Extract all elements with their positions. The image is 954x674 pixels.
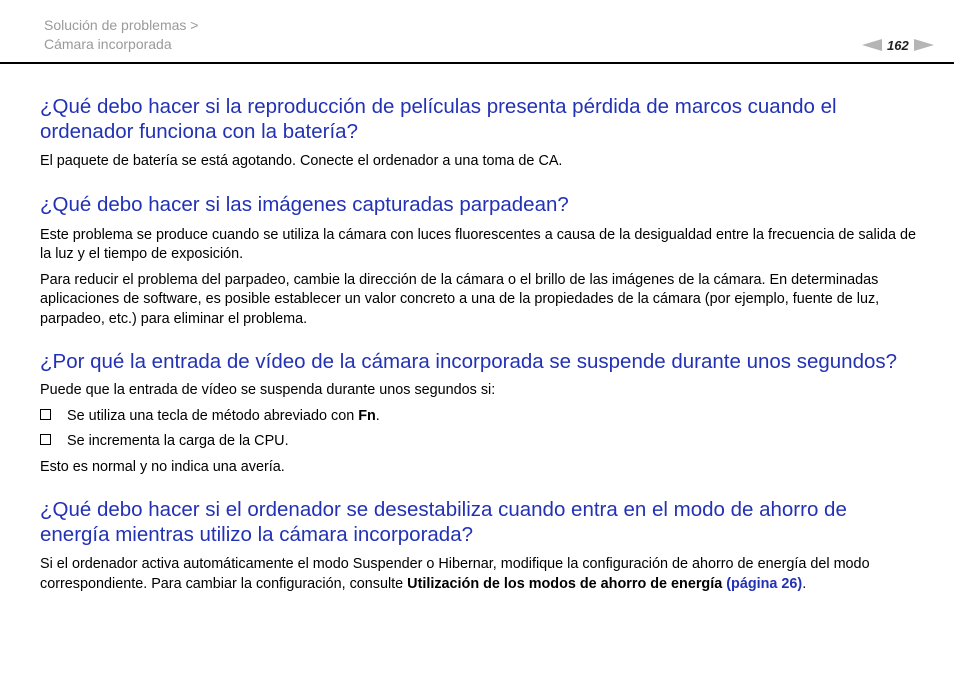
page-reference-link[interactable]: (página 26) [726,575,803,592]
paragraph: Si el ordenador activa automáticamente el modo Suspender o Hibernar, modifique la configuración de ahorro de energía del modo correspondiente. Para cambiar la configuración, consulte Utilización de los modos de ahorro de energía (página 26). [40,556,870,592]
checkbox-bullet-icon [40,434,51,445]
list-item-text: Se utiliza una tecla de método abreviado con Fn. [67,407,380,424]
section-title: ¿Qué debo hacer si la reproducción de películas presenta pérdida de marcos cuando el ordenador funciona con la batería? [40,95,837,143]
previous-page-arrow-icon[interactable] [862,39,882,51]
list-item-text: Se incrementa la carga de la CPU. [67,433,289,449]
paragraph: El paquete de batería se está agotando. Conecte el ordenador a una toma de CA. [40,153,563,169]
breadcrumb [44,16,199,54]
paragraph: Esto es normal y no indica una avería. [40,458,285,475]
next-page-arrow-icon[interactable] [914,39,934,51]
checkbox-bullet-icon [40,409,51,420]
breadcrumb-page[interactable]: Cámara incorporada [44,36,172,52]
list-item [40,432,920,452]
paragraph: Puede que la entrada de vídeo se suspenda durante unos segundos si: [40,382,496,398]
section-title: ¿Qué debo hacer si el ordenador se desestabiliza cuando entra en el modo de ahorro de energía mientras utilizo la cámara incorporada? [40,498,847,546]
breadcrumb-section[interactable]: Solución de problemas > [44,17,199,33]
document-body [40,94,920,594]
page-number: 162 [887,37,909,53]
paragraph: Este problema se produce cuando se utiliza la cámara con luces fluorescentes a causa de la desigualdad entre la frecuencia de salida de la luz y el tiempo de exposición. [40,226,916,262]
list-item [40,407,920,427]
referenced-topic: Utilización de los modos de ahorro de energía [407,575,723,592]
section-title: ¿Por qué la entrada de vídeo de la cámara incorporada se suspende durante unos segundos? [40,350,898,373]
header-divider [0,62,954,64]
paragraph: Para reducir el problema del parpadeo, cambie la dirección de la cámara o el brillo de las imágenes de la cámara. En determinadas aplicaciones de software, es posible establecer un valor concreto a una de la propiedades de la cámara (por ejemplo, fuente de luz, parpadeo, etc.) para eliminar el problema. [40,271,880,327]
page-navigation [862,36,934,54]
section-title: ¿Qué debo hacer si las imágenes capturadas parpadean? [40,192,569,216]
key-name: Fn [358,407,376,424]
